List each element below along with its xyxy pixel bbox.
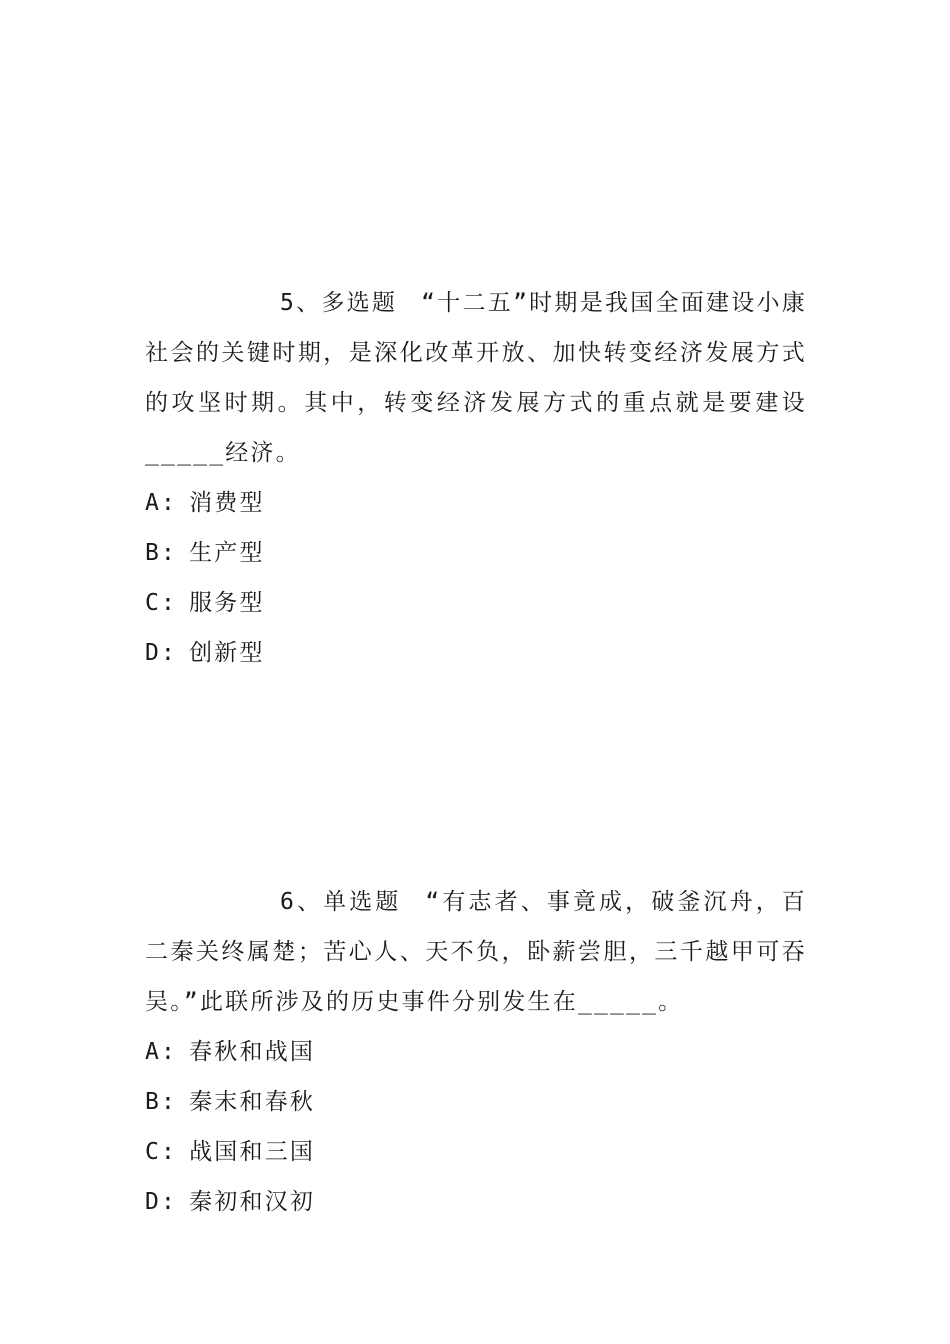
option-key: A: — [145, 490, 178, 516]
question-stem — [145, 278, 807, 478]
question-text: “十二五”时期是我国全面建设小康社会的关键时期，是深化改革开放、加快转变经济发展方式的攻坚时期。其中，转变经济发展方式的重点就是要建设_____经济。 — [145, 290, 807, 466]
question-number: 6、 — [280, 889, 324, 915]
question-6 — [145, 877, 807, 1227]
option-list — [145, 478, 807, 678]
option-text: 消费型 — [189, 490, 265, 516]
option-c — [145, 1127, 807, 1177]
option-text: 战国和三国 — [189, 1139, 316, 1165]
option-b — [145, 1077, 807, 1127]
option-d — [145, 1177, 807, 1227]
option-text: 秦末和春秋 — [189, 1089, 316, 1115]
option-b — [145, 528, 807, 578]
option-text: 秦初和汉初 — [189, 1189, 316, 1215]
option-key: C: — [145, 1139, 178, 1165]
option-a — [145, 1027, 807, 1077]
question-type: 单选题 — [323, 889, 402, 915]
option-list — [145, 1027, 807, 1227]
option-text: 服务型 — [189, 590, 265, 616]
option-key: A: — [145, 1039, 178, 1065]
option-text: 创新型 — [189, 640, 265, 666]
option-key: D: — [145, 1189, 178, 1215]
question-number: 5、 — [280, 290, 322, 316]
question-type: 多选题 — [321, 290, 398, 316]
option-key: B: — [145, 540, 178, 566]
option-a — [145, 478, 807, 528]
question-stem — [145, 877, 807, 1027]
option-d — [145, 628, 807, 678]
option-key: D: — [145, 640, 178, 666]
option-key: B: — [145, 1089, 178, 1115]
option-text: 春秋和战国 — [189, 1039, 316, 1065]
option-c — [145, 578, 807, 628]
option-key: C: — [145, 590, 178, 616]
question-text: “有志者、事竟成，破釜沉舟，百二秦关终属楚；苦心人、天不负，卧薪尝胆，三千越甲可吞吴。”此联所涉及的历史事件分别发生在_____。 — [145, 889, 808, 1015]
question-5 — [145, 278, 807, 678]
option-text: 生产型 — [189, 540, 265, 566]
